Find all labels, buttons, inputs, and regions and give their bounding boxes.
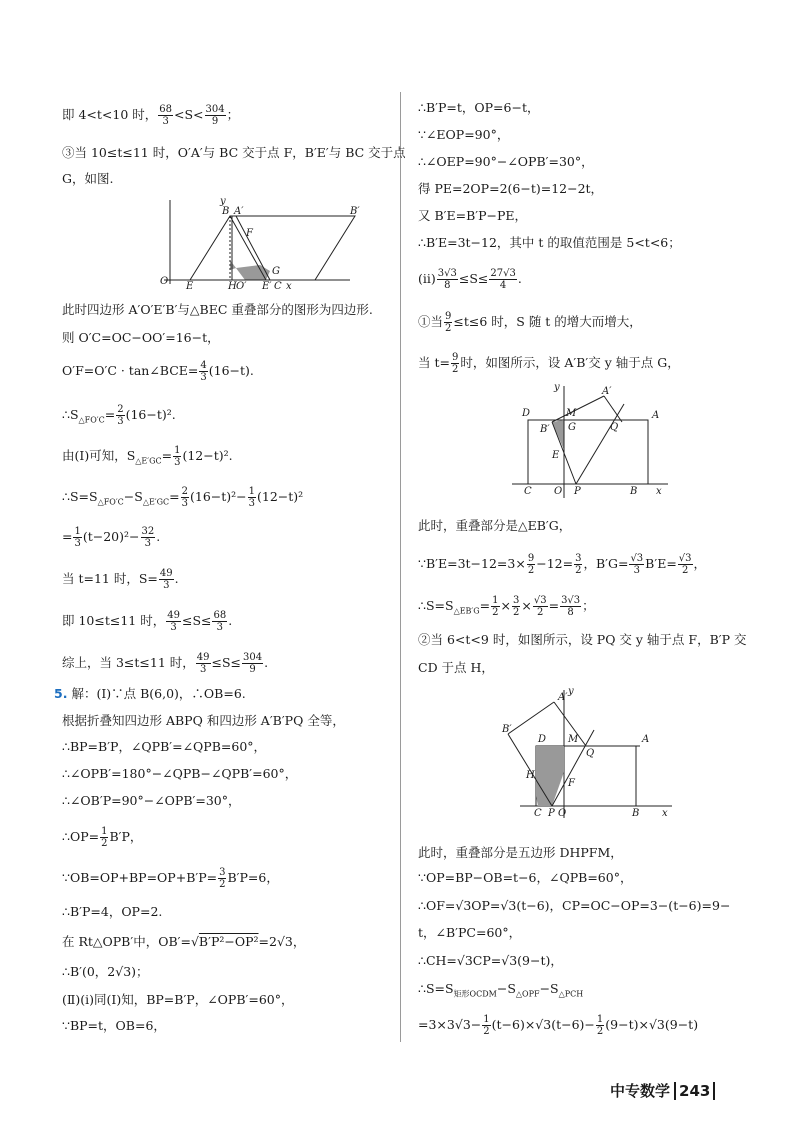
- fig2-label-G: G: [568, 422, 576, 433]
- fig1-label-y: y: [220, 196, 226, 207]
- line-r15: 此时，重叠部分是五边形 DHPFM，: [418, 845, 623, 860]
- line-l2: ③当 10≤t≤11 时，O′A′与 BC 交于点 F，B′E′与 BC 交于点: [62, 145, 406, 160]
- fig1-label-H: H: [228, 281, 237, 292]
- fig3-label-Q: Q: [586, 748, 595, 759]
- fig3-label-A2: A′: [558, 692, 568, 703]
- fig1-label-F: F: [246, 228, 253, 239]
- line-l11: 当 t=11 时，S= $\frac{49}{3}$ .: [62, 568, 179, 591]
- line-r17: ∴OF=√3OP=√3(t−6)，CP=OC−OP=3−(t−6)=9−: [418, 898, 731, 913]
- fig2-label-M: M: [566, 408, 577, 419]
- column-divider: [400, 92, 401, 1042]
- line-q5b: 根据折叠知四边形 ABPQ 和四边形 A′B′PQ 全等，: [62, 713, 345, 728]
- line-q5a: 5. 解：(Ⅰ)∵点 B(6,0)，∴OB=6.: [54, 686, 246, 701]
- fig1-label-O2: O′: [236, 281, 247, 292]
- line-l6: O′F=O′C · tan∠BCE= $\frac{4}{3}$ (16−t).: [62, 360, 254, 383]
- question-number-5: 5.: [54, 686, 68, 701]
- line-r21: =3×3√3− $\frac{1}{2}$ (t−6)×√3(t−6)− $\frac{1}{2}$ (9−t)×√3(9−t): [418, 1014, 699, 1037]
- line-l8: 由(Ⅰ)可知，$S_{\triangle E'GC}=$ $\frac{1}{3}$ (12−t)².: [62, 445, 233, 468]
- fig3-label-B: B: [632, 808, 640, 819]
- page-number: 243: [674, 1082, 715, 1100]
- fig1-label-x: x: [286, 281, 292, 292]
- fig3-label-F: F: [568, 778, 575, 789]
- fig2-label-E: E: [552, 450, 560, 461]
- fig2-label-P: P: [574, 486, 581, 497]
- fig2-label-A2: A′: [602, 386, 612, 397]
- figure-2: [512, 382, 668, 498]
- line-l4: 此时四边形 A′O′E′B′与△BEC 重叠部分的图形为四边形.: [62, 302, 373, 317]
- line-l13: 综上，当 3≤t≤11 时， $\frac{49}{3}$ ≤S≤ $\frac{304}{9}$ .: [62, 652, 269, 675]
- fig2-label-C: C: [524, 486, 532, 497]
- fig2-label-O: O: [554, 486, 563, 497]
- fig2-label-D: D: [522, 408, 531, 419]
- line-q5g: ∵OB=OP+BP=OP+B′P= $\frac{3}{2}$ B′P=6，: [62, 867, 279, 890]
- fig1-label-G: G: [272, 266, 280, 277]
- line-q5j: ∴B′(0，2√3)；: [62, 964, 149, 979]
- line-q5h: ∴B′P=4，OP=2.: [62, 904, 163, 919]
- fig2-label-y: y: [554, 382, 560, 393]
- line-r9: 当 t= $\frac{9}{2}$ 时，如图所示，设 A′B′交 y 轴于点 G，: [418, 352, 680, 375]
- fig2-label-x: x: [656, 486, 662, 497]
- line-l12: 即 10≤t≤11 时， $\frac{49}{3}$ ≤S≤ $\frac{68}{3}$ .: [62, 610, 233, 633]
- line-r7: (ⅱ) $\frac{3√3}{8}$ ≤S≤ $\frac{27√3}{4}$ .: [418, 268, 522, 291]
- line-r2: ∵∠EOP=90°，: [418, 127, 510, 142]
- fig2-label-B: B: [630, 486, 638, 497]
- line-q5i: 在 Rt△OPB′中，OB′=√B′P²−OP²=2√3，: [62, 934, 306, 949]
- line-r12: $\therefore S=S_{\triangle EB'G}=$ $\frac{1}{2}$ × $\frac{3}{2}$ × $\frac{√3}{2}$ = $\frac{3√3}{8}$ ；: [418, 595, 595, 618]
- fig3-label-O: O: [558, 808, 567, 819]
- page-footer: [610, 1080, 715, 1101]
- line-q5k: (Ⅱ)(ⅰ)同(Ⅰ)知，BP=B′P，∠OPB′=60°，: [62, 992, 294, 1007]
- fig1-label-O: O: [160, 276, 169, 287]
- line-r20: $\therefore S=S_{矩形OCDM}-S_{\triangle OPF}-S_{\triangle PCH}$: [418, 981, 584, 999]
- line-r6: ∴B′E=3t−12，其中 t 的取值范围是 5<t<6；: [418, 235, 681, 250]
- fig3-label-D: D: [538, 734, 547, 745]
- line-l7: $\therefore S_{\triangle FO'C}=$ $\frac{2}{3}$ (16−t)².: [62, 404, 176, 427]
- line-q5e: ∴∠OB′P=90°−∠OPB′=30°，: [62, 793, 241, 808]
- line-l3: G，如图.: [62, 171, 114, 186]
- fig3-label-y: y: [568, 686, 574, 697]
- line-l10: = $\frac{1}{3}$ (t−20)²− $\frac{32}{3}$ .: [62, 526, 161, 549]
- fig3-label-x: x: [662, 808, 668, 819]
- line-r4: 得 PE=2OP=2(6−t)=12−2t，: [418, 181, 604, 196]
- line-q5c: ∴BP=B′P，∠QPB′=∠QPB=60°，: [62, 739, 267, 754]
- line-r1: ∴B′P=t，OP=6−t，: [418, 100, 540, 115]
- line-l1: 即 4<t<10 时， $\frac{68}{3}$ <S< $\frac{304}{9}$ ；: [62, 104, 240, 127]
- figure-3: [502, 686, 672, 820]
- line-q5l: ∵BP=t，OB=6，: [62, 1018, 166, 1033]
- fig3-label-H: H: [526, 770, 535, 781]
- line-r5: 又 B′E=B′P−PE，: [418, 208, 528, 223]
- line-r8: ①当 $\frac{9}{2}$ ≤t≤6 时，S 随 t 的增大而增大，: [418, 311, 642, 334]
- line-r3: ∴∠OEP=90°−∠OPB′=30°，: [418, 154, 594, 169]
- fig3-label-C: C: [534, 808, 542, 819]
- line-r18: t，∠B′PC=60°，: [418, 925, 522, 940]
- line-l5: 则 O′C=OC−OO′=16−t，: [62, 330, 220, 345]
- fig2-label-A: A: [652, 410, 660, 421]
- line-r19: ∴CH=√3CP=√3(9−t)，: [418, 953, 563, 968]
- line-r10: 此时，重叠部分是△EB′G，: [418, 518, 572, 533]
- fig1-label-E: E: [186, 281, 194, 292]
- fig3-label-B2: B′: [502, 724, 512, 735]
- footer-title: 中专数学: [610, 1082, 671, 1100]
- line-r16: ∵OP=BP−OB=t−6，∠QPB=60°，: [418, 870, 633, 885]
- figure-1: [150, 196, 360, 292]
- fig2-label-B2: B′: [540, 424, 550, 435]
- fig1-label-E2: E′: [262, 281, 272, 292]
- line-r11: ∵B′E=3t−12=3× $\frac{9}{2}$ −12= $\frac{3}{2}$ ，B′G= $\frac{√3}{3}$ B′E= $\frac{√3}{2}$ ，: [418, 553, 707, 576]
- fig1-label-A2: A′: [234, 206, 244, 217]
- fig1-label-B2: B′: [350, 206, 360, 217]
- fig2-label-Q: Q: [610, 422, 619, 433]
- line-q5f: ∴OP= $\frac{1}{2}$ B′P，: [62, 826, 143, 849]
- fig1-label-C: C: [274, 281, 282, 292]
- line-l9: $\therefore S=S_{\triangle FO'C}-S_{\triangle E'GC}=$ $\frac{2}{3}$ (16−t)²− $\frac{1}{3}$ (12−t)²: [62, 486, 304, 509]
- fig3-label-P: P: [548, 808, 555, 819]
- fig1-label-B: B: [222, 206, 230, 217]
- line-q5d: ∴∠OPB′=180°−∠QPB−∠QPB′=60°，: [62, 766, 298, 781]
- line-r13: ②当 6<t<9 时，如图所示，设 PQ 交 y 轴于点 F，B′P 交: [418, 632, 747, 647]
- fig3-label-M: M: [568, 734, 579, 745]
- fig3-label-A: A: [642, 734, 650, 745]
- line-r14: CD 于点 H，: [418, 660, 494, 675]
